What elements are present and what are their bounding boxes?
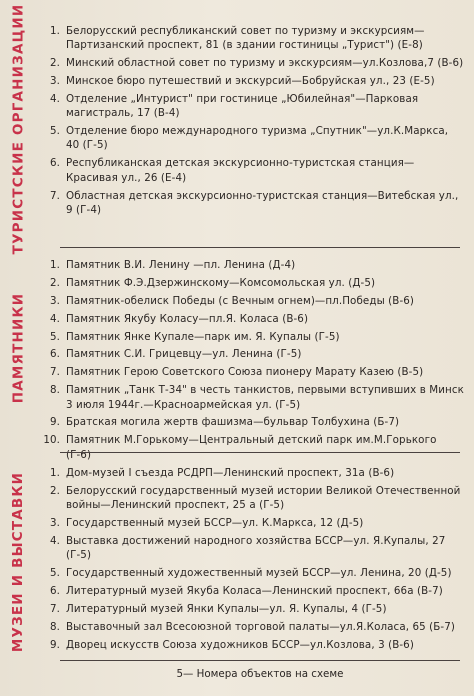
item-number: 2. bbox=[49, 276, 60, 289]
museums-list bbox=[44, 466, 464, 652]
item-number: 2. bbox=[49, 484, 60, 497]
item-text: Памятник Ф.Э.Дзержинскому—Комсомольская ул. (Д-5) bbox=[66, 276, 376, 289]
item-number: 1. bbox=[49, 467, 60, 479]
item-text: Памятник В.И. Ленину —пл. Ленина (Д-4) bbox=[66, 259, 296, 271]
list-item bbox=[44, 74, 464, 88]
tourist-list bbox=[44, 24, 464, 217]
item-text: Отделение „Интурист" при гостинице „Юбилейная"—Парковая магистраль, 17 (В-4) bbox=[66, 92, 419, 120]
list-item bbox=[44, 258, 464, 272]
item-number: 8. bbox=[49, 384, 60, 397]
list-item bbox=[44, 584, 464, 598]
item-number: 4. bbox=[49, 534, 60, 547]
item-number: 8. bbox=[49, 620, 60, 633]
item-number: 3. bbox=[49, 517, 60, 530]
item-number: 3. bbox=[49, 75, 60, 88]
item-number: 9. bbox=[49, 416, 60, 429]
list-item bbox=[44, 433, 464, 462]
item-text: Памятник Янке Купале—парк им. Я. Купалы (Г-5) bbox=[66, 330, 340, 343]
item-text: Белорусский государственный музей истории Великой Отечественной войны—Ленинский проспект, 25 а (Г-5) bbox=[66, 484, 461, 512]
list-item bbox=[44, 620, 464, 634]
item-text: Выставочный зал Всесоюзной торговой палаты—ул.Я.Коласа, 65 (Б-7) bbox=[66, 620, 456, 633]
item-number: 4. bbox=[49, 92, 60, 105]
list-item bbox=[44, 124, 464, 153]
list-item bbox=[44, 56, 464, 70]
divider bbox=[60, 660, 460, 661]
item-number: 7. bbox=[49, 366, 60, 379]
list-item bbox=[44, 566, 464, 580]
item-text: Литературный музей Янки Купалы—ул. Я. Купалы, 4 (Г-5) bbox=[66, 602, 387, 615]
item-text: Государственный музей БССР—ул. К.Маркса, 12 (Д-5) bbox=[66, 517, 364, 530]
item-text: Памятник „Танк Т-34" в честь танкистов, первыми вступивших в Минск 3 июля 1944г.—Красноармейская ул. (Г-5) bbox=[66, 384, 464, 411]
item-number: 2. bbox=[49, 57, 60, 70]
item-text: Дворец искусств Союза художников БССР—ул.Козлова, 3 (В-6) bbox=[66, 638, 414, 651]
item-text: Памятник Герою Советского Союза пионеру Марату Казею (В-5) bbox=[66, 366, 424, 379]
divider bbox=[60, 247, 460, 248]
item-text: Памятник Якубу Коласу—пл.Я. Коласа (В-6) bbox=[66, 312, 309, 325]
list-item bbox=[44, 484, 464, 513]
list-item bbox=[44, 365, 464, 379]
list-item bbox=[44, 638, 464, 652]
item-number: 6. bbox=[49, 585, 60, 598]
divider bbox=[60, 452, 460, 453]
item-number: 1. bbox=[49, 259, 60, 271]
list-item bbox=[44, 347, 464, 361]
section-title-museums-wrap bbox=[0, 462, 36, 662]
list-item bbox=[44, 276, 464, 290]
item-text: Памятник С.И. Грицевцу—ул. Ленина (Г-5) bbox=[66, 348, 302, 361]
item-text: Минский областной совет по туризму и экскурсиям—ул.Козлова,7 (В-6) bbox=[66, 57, 464, 70]
footer-note: 5— Номера объектов на схеме bbox=[176, 668, 344, 680]
list-item bbox=[44, 312, 464, 326]
item-text: Минское бюро путешествий и экскурсий—Бобруйская ул., 23 (Е-5) bbox=[66, 75, 435, 88]
item-number: 7. bbox=[49, 602, 60, 615]
item-text: Отделение бюро международного туризма „Спутник"—ул.К.Маркса, 40 (Г-5) bbox=[66, 125, 449, 152]
item-number: 6. bbox=[49, 348, 60, 361]
item-text: Памятник-обелиск Победы (с Вечным огнем)—пл.Победы (В-6) bbox=[66, 294, 415, 307]
item-text: Белорусский республиканский совет по туризму и экскурсиям— Партизанский проспект, 81 (в здании гостиницы „Турист") (Е-8) bbox=[66, 25, 425, 52]
list-item bbox=[44, 602, 464, 616]
item-number: 5. bbox=[49, 567, 60, 580]
item-number: 10. bbox=[43, 434, 60, 447]
museums-section bbox=[44, 466, 464, 656]
item-text: Литературный музей Якуба Коласа—Ленинский проспект, 66а (В-7) bbox=[66, 585, 443, 598]
item-text: Выставка достижений народного хозяйства БССР—ул. Я.Купалы, 27 (Г-5) bbox=[66, 534, 446, 562]
item-number: 9. bbox=[49, 638, 60, 651]
item-text: Дом-музей I съезда РСДРП—Ленинский проспект, 31а (В-6) bbox=[66, 467, 395, 479]
item-number: 7. bbox=[49, 189, 60, 202]
item-number: 4. bbox=[49, 312, 60, 325]
list-item bbox=[44, 92, 464, 121]
tourist-section bbox=[44, 24, 464, 221]
item-text: Республиканская детская экскурсионно-туристская станция—Красивая ул., 26 (Е-4) bbox=[66, 157, 415, 184]
item-text: Государственный художественный музей БССР—ул. Ленина, 20 (Д-5) bbox=[66, 567, 452, 580]
item-number: 3. bbox=[49, 294, 60, 307]
item-number: 6. bbox=[49, 157, 60, 170]
list-item bbox=[44, 415, 464, 429]
item-text: Областная детская экскурсионно-туристская станция—Витебская ул., 9 (Г-4) bbox=[66, 189, 459, 216]
list-item bbox=[44, 383, 464, 412]
section-title-museums: МУЗЕИ И ВЫСТАВКИ bbox=[10, 471, 27, 653]
list-item bbox=[44, 466, 464, 480]
list-item bbox=[44, 330, 464, 344]
list-item bbox=[44, 294, 464, 308]
item-number: 5. bbox=[49, 125, 60, 138]
list-item bbox=[44, 24, 464, 53]
section-title-monuments: ПАМЯТНИКИ bbox=[10, 292, 27, 404]
monuments-section bbox=[44, 258, 464, 466]
item-number: 1. bbox=[49, 25, 60, 37]
item-text: Памятник М.Горькому—Центральный детский парк им.М.Горького (Г-6) bbox=[66, 434, 437, 461]
list-item bbox=[44, 156, 464, 185]
item-text: Братская могила жертв фашизма—бульвар Толбухина (Б-7) bbox=[66, 416, 400, 429]
section-title-monuments-wrap bbox=[0, 262, 36, 434]
list-item bbox=[44, 189, 464, 218]
section-title-tourist-wrap bbox=[0, 3, 36, 255]
list-item bbox=[44, 534, 464, 563]
list-item bbox=[44, 516, 464, 530]
monuments-list bbox=[44, 258, 464, 462]
item-number: 5. bbox=[49, 330, 60, 343]
section-title-tourist: ТУРИСТСКИЕ ОРГАНИЗАЦИИ bbox=[10, 3, 27, 255]
